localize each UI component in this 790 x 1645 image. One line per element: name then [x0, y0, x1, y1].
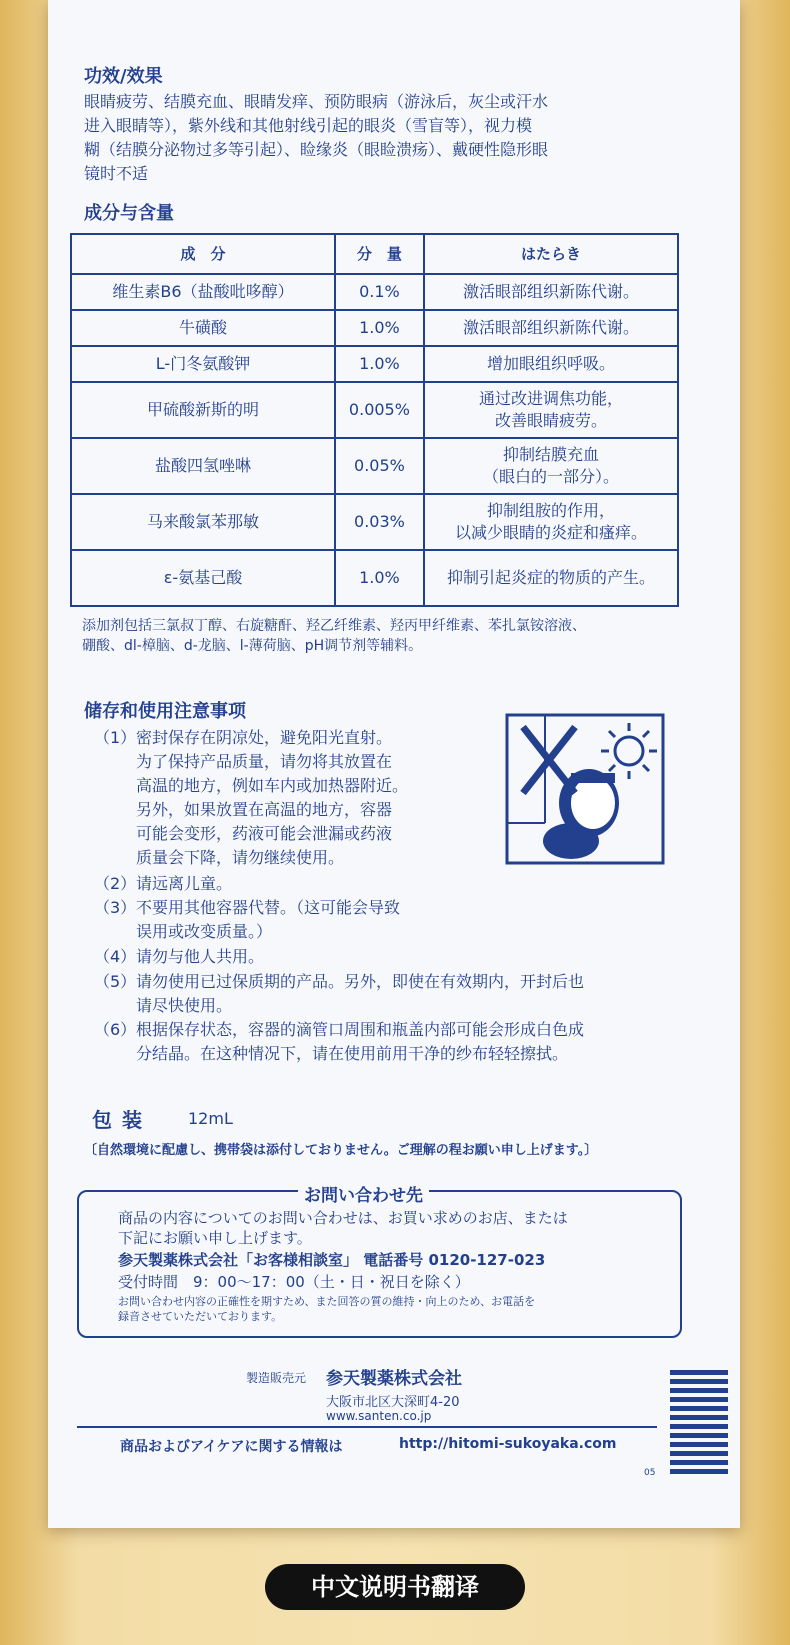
table-row — [71, 550, 678, 606]
effect-line: （眼白的一部分）。 — [482, 467, 619, 486]
storage-line: 可能会变形，药液可能会泄漏或药液 — [136, 824, 393, 843]
table-header-row — [71, 234, 678, 274]
storage-line: 分结晶。在这种情况下，请在使用前用干净的纱布轻轻擦拭。 — [136, 1044, 569, 1063]
info-url: http://hitomi-sukoyaka.com — [399, 1436, 617, 1452]
additives-line: 添加剂包括三氯叔丁醇、右旋糖酐、羟乙纤维素、羟丙甲纤维素、苯扎氯铵溶液、 — [82, 618, 586, 634]
inquiry-note: お問い合わせ内容の正確性を期すため、また回答の質の維持・向上のため、お電話を — [118, 1295, 536, 1308]
ingredients-title: 成分与含量 — [84, 203, 174, 224]
ingredient-effect: 抑制引起炎症的物质的产生。 — [424, 550, 678, 606]
ingredient-effect — [424, 438, 678, 494]
storage-line: 为了保持产品质量，请勿将其放置在 — [136, 752, 393, 771]
inquiry-text: 商品の内容についてのお問い合わせは、お買い求めのお店、または — [118, 1209, 568, 1227]
manufacturer-url: www.santen.co.jp — [326, 1409, 432, 1423]
ingredients-table — [70, 233, 679, 607]
inquiry-hours: 受付時間 9：00～17：00（土・日・祝日を除く） — [118, 1273, 470, 1291]
header-function: はたらき — [424, 234, 678, 274]
ingredient-effect: 增加眼组织呼吸。 — [424, 346, 678, 382]
storage-item-number: （2） — [94, 874, 137, 893]
ingredient-amount: 1.0% — [335, 310, 424, 346]
efficacy-text — [84, 90, 548, 186]
inquiry-title: お問い合わせ先 — [298, 1181, 429, 1206]
storage-item-number: （4） — [94, 947, 137, 966]
storage-item-text — [136, 726, 408, 870]
ingredient-name: 牛磺酸 — [71, 310, 335, 346]
ingredient-name: 维生素B6（盐酸吡哆醇） — [71, 274, 335, 310]
ingredient-amount: 0.1% — [335, 274, 424, 310]
storage-item-text — [136, 1018, 584, 1066]
package-volume: 12mL — [188, 1109, 233, 1128]
effect-line: 改善眼睛疲劳。 — [494, 411, 607, 430]
manufacturer-label: 製造販売元 — [246, 1371, 307, 1385]
ingredient-effect: 激活眼部组织新陈代谢。 — [424, 274, 678, 310]
ingredient-name: ε-氨基己酸 — [71, 550, 335, 606]
storage-line: 另外，如果放置在高温的地方，容器 — [136, 800, 393, 819]
effect-line: 抑制结膜充血 — [502, 445, 599, 464]
storage-item-number: （3） — [94, 898, 137, 917]
table-row — [71, 382, 678, 438]
translation-label: 中文说明书翻译 — [265, 1564, 525, 1610]
page-number: 05 — [644, 1468, 656, 1478]
ingredient-amount: 1.0% — [335, 346, 424, 382]
effect-line: 通过改进调焦功能， — [478, 389, 623, 408]
info-label: 商品およびアイケアに関する情報は — [120, 1439, 343, 1455]
barcode — [670, 1370, 728, 1482]
efficacy-title: 功效/效果 — [84, 66, 163, 87]
inquiry-note: 録音させていただいております。 — [118, 1310, 283, 1323]
efficacy-line: 糊（结膜分泌物过多等引起）、睑缘炎（眼睑溃疡）、戴硬性隐形眼 — [84, 140, 549, 159]
ingredient-name: L-门冬氨酸钾 — [71, 346, 335, 382]
table-row — [71, 346, 678, 382]
ingredient-amount: 0.005% — [335, 382, 424, 438]
table-row — [71, 494, 678, 550]
storage-line: 质量会下降，请勿继续使用。 — [136, 848, 345, 867]
ingredient-name: 盐酸四氢唑啉 — [71, 438, 335, 494]
ingredient-name: 甲硫酸新斯的明 — [71, 382, 335, 438]
storage-line: 请勿使用已过保质期的产品。另外，即使在有效期内，开封后也 — [136, 972, 585, 991]
effect-line: 以减少眼睛的炎症和瘙痒。 — [454, 523, 647, 542]
ingredient-amount: 1.0% — [335, 550, 424, 606]
storage-item-number: （1） — [94, 728, 137, 747]
ingredient-effect — [424, 494, 678, 550]
storage-line: 密封保存在阴凉处，避免阳光直射。 — [136, 728, 393, 747]
ingredient-effect — [424, 382, 678, 438]
storage-item-text — [136, 896, 400, 944]
storage-item-number: （6） — [94, 1020, 137, 1039]
inquiry-phone: 参天製薬株式会社「お客様相談室」 電話番号 0120-127-023 — [118, 1251, 546, 1269]
manufacturer-address: 大阪市北区大深町4-20 — [326, 1395, 460, 1410]
table-row — [71, 438, 678, 494]
storage-line: 请尽快使用。 — [136, 996, 233, 1015]
inquiry-text: 下記にお願い申し上げます。 — [118, 1229, 312, 1247]
efficacy-line: 眼睛疲劳、结膜充血、眼睛发痒、预防眼病（游泳后，灰尘或汗水 — [84, 92, 549, 111]
additives-line: 硼酸、dl-樟脑、d-龙脑、l-薄荷脑、pH调节剂等辅料。 — [82, 638, 423, 654]
ingredient-name: 马来酸氯苯那敏 — [71, 494, 335, 550]
storage-item-number: （5） — [94, 972, 137, 991]
ingredient-amount: 0.03% — [335, 494, 424, 550]
package-title: 包装 — [92, 1108, 152, 1132]
manufacturer-name: 参天製薬株式会社 — [326, 1369, 462, 1389]
efficacy-line: 镜时不适 — [84, 164, 149, 183]
storage-item-text — [136, 970, 584, 1018]
header-ingredient: 成 分 — [71, 234, 335, 274]
package-note: 〔自然環境に配慮し、携帯袋は添付しておりません。ご理解の程お願い申し上げます。〕 — [84, 1143, 598, 1158]
storage-line: 误用或改变质量。） — [136, 922, 273, 941]
storage-line: 不要用其他容器代替。（这可能会导致 — [136, 898, 401, 917]
storage-title: 储存和使用注意事项 — [84, 701, 246, 722]
effect-line: 抑制组胺的作用， — [486, 501, 615, 520]
ingredient-amount: 0.05% — [335, 438, 424, 494]
storage-item-text: 请勿与他人共用。 — [136, 947, 265, 966]
storage-item-text: 请远离儿童。 — [136, 874, 233, 893]
no-sunlight-illustration — [505, 713, 665, 865]
storage-line: 高温的地方，例如车内或加热器附近。 — [136, 776, 409, 795]
table-row — [71, 310, 678, 346]
efficacy-line: 进入眼睛等），紫外线和其他射线引起的眼炎（雪盲等），视力模 — [84, 116, 533, 135]
additives-note — [82, 616, 682, 656]
divider-line — [77, 1426, 657, 1428]
table-row — [71, 274, 678, 310]
header-amount: 分 量 — [335, 234, 424, 274]
ingredient-effect: 激活眼部组织新陈代谢。 — [424, 310, 678, 346]
storage-line: 根据保存状态，容器的滴管口周围和瓶盖内部可能会形成白色成 — [136, 1020, 585, 1039]
